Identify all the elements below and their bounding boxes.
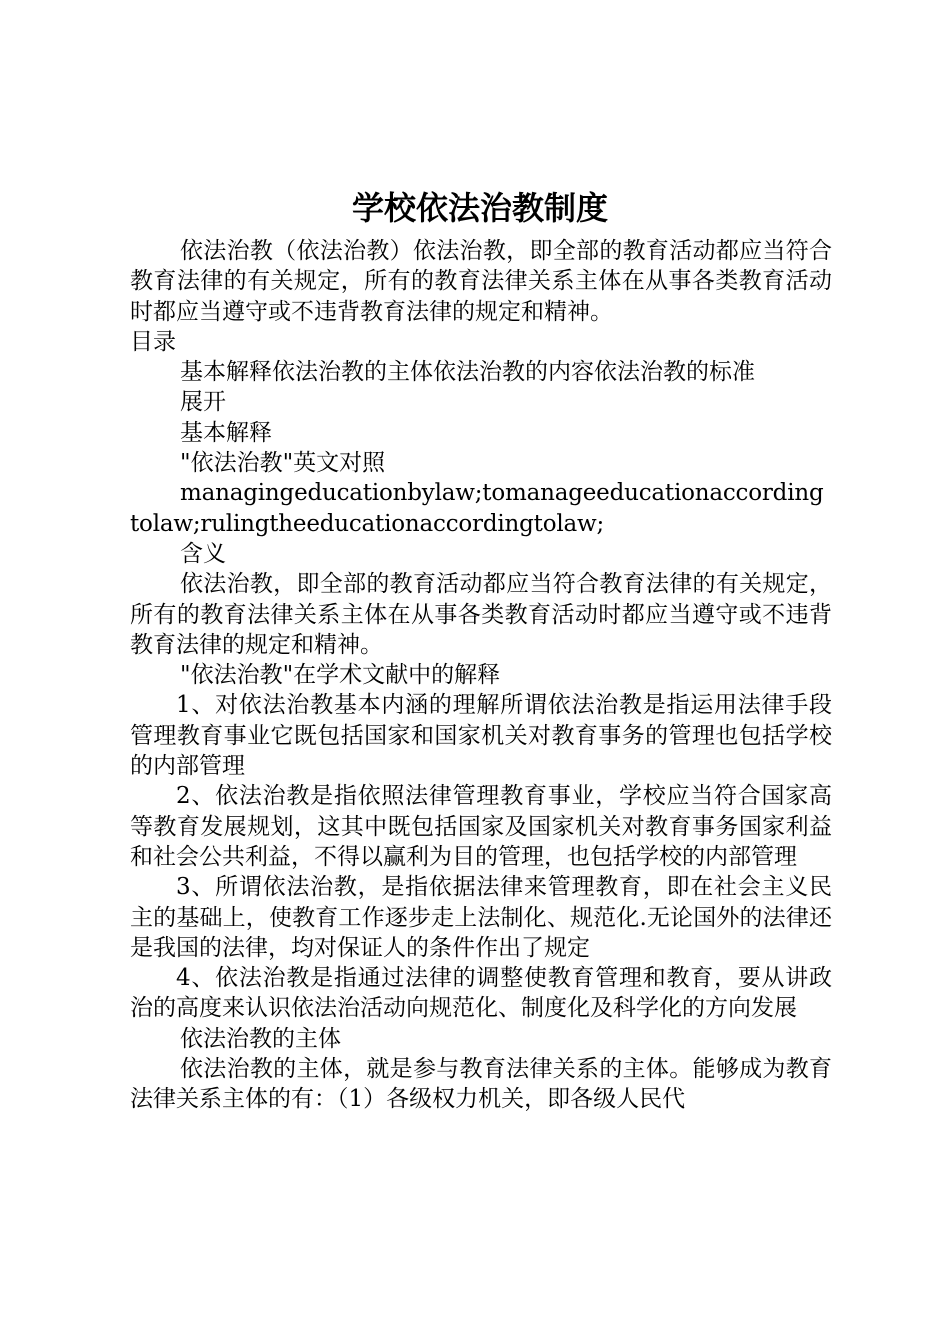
document-body <box>130 236 832 1115</box>
item-2: 2、依法治教是指依照法律管理教育事业，学校应当符合国家高等教育发展规划，这其中既包括国家及国家机关对教育事务国家利益和社会公共利益，不得以赢利为目的管理，也包括学校的内部管理 <box>130 783 832 870</box>
item-3: 3、所谓依法治教，是指依据法律来管理教育，即在社会主义民主的基础上，使教育工作逐步走上法制化、规范化.无论国外的法律还是我国的法律，均对保证人的条件作出了规定 <box>130 874 832 961</box>
english-heading: "依法治教"英文对照 <box>180 450 386 477</box>
expand-label: 展开 <box>180 389 226 416</box>
academic-heading: "依法治教"在学术文献中的解释 <box>180 662 501 689</box>
subject-heading: 依法治教的主体 <box>180 1025 341 1052</box>
meaning-paragraph: 依法治教，即全部的教育活动都应当符合教育法律的有关规定，所有的教育法律关系主体在从事各类教育活动时都应当遵守或不违背教育法律的规定和精神。 <box>130 571 832 658</box>
item-4: 4、依法治教是指通过法律的调整使教育管理和教育，要从讲政治的高度来认识依法治活动向规范化、制度化及科学化的方向发展 <box>130 965 832 1022</box>
meaning-heading: 含义 <box>180 540 226 567</box>
english-terms: managingeducationbylaw;tomanageeducationaccordingtolaw;rulingtheeducationaccordingtolaw; <box>130 480 824 537</box>
document-title: 学校依法治教制度 <box>351 189 608 227</box>
subject-paragraph: 依法治教的主体，就是参与教育法律关系的主体。能够成为教育法律关系主体的有：（1）各级权力机关，即各级人民代 <box>130 1056 832 1113</box>
intro-paragraph: 依法治教（依法治教）依法治教，即全部的教育活动都应当符合教育法律的有关规定，所有的教育法律关系主体在从事各类教育活动时都应当遵守或不违背教育法律的规定和精神。 <box>130 238 832 325</box>
item-1: 1、对依法治教基本内涵的理解所谓依法治教是指运用法律手段管理教育事业它既包括国家和国家机关对教育事务的管理也包括学校的内部管理 <box>130 692 832 780</box>
basic-explanation-heading: 基本解释 <box>180 419 272 446</box>
toc-items: 基本解释依法治教的主体依法治教的内容依法治教的标准 <box>180 359 755 386</box>
toc-label: 目录 <box>130 328 176 355</box>
